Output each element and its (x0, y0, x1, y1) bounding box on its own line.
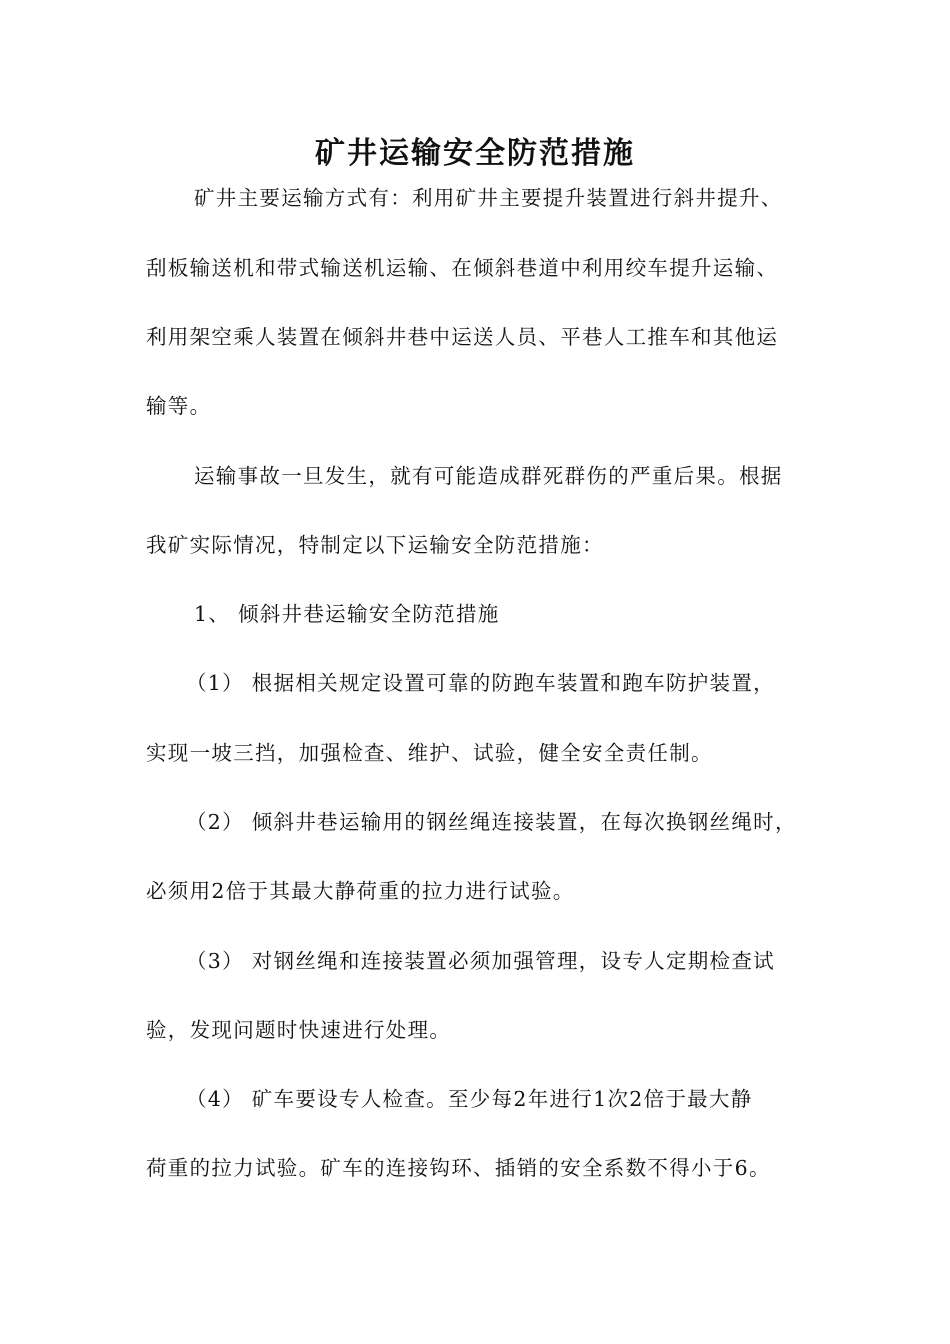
item-1-line-2: 实现一坡三挡，加强检查、维护、试验，健全安全责任制。 (146, 741, 713, 765)
item-4-line-1: （4） 矿车要设专人检查。至少每2年进行1次2倍于最大静 (186, 1087, 753, 1111)
paragraph-line-4: 输等。 (146, 394, 212, 418)
document-title: 矿井运输安全防范措施 (315, 136, 635, 171)
item-4-line-2: 荷重的拉力试验。矿车的连接钩环、插销的安全系数不得小于6。 (146, 1156, 771, 1180)
paragraph-line-5: 运输事故一旦发生，就有可能造成群死群伤的严重后果。根据 (194, 464, 783, 488)
paragraph-line-3: 利用架空乘人装置在倾斜井巷中运送人员、平巷人工推车和其他运 (146, 325, 779, 349)
paragraph-line-1: 矿井主要运输方式有：利用矿井主要提升装置进行斜井提升、 (194, 186, 783, 210)
item-2-line-2: 必须用2倍于其最大静荷重的拉力进行试验。 (146, 879, 575, 903)
section-heading-1: 1、 倾斜井巷运输安全防范措施 (194, 602, 500, 626)
item-1-line-1: （1） 根据相关规定设置可靠的防跑车装置和跑车防护装置， (186, 671, 775, 695)
item-3-line-1: （3） 对钢丝绳和连接装置必须加强管理，设专人定期检查试 (186, 949, 775, 973)
item-2-line-1: （2） 倾斜井巷运输用的钢丝绳连接装置，在每次换钢丝绳时， (186, 810, 797, 834)
paragraph-line-6: 我矿实际情况，特制定以下运输安全防范措施： (146, 533, 604, 557)
paragraph-line-2: 刮板输送机和带式输送机运输、在倾斜巷道中利用绞车提升运输、 (146, 256, 779, 280)
item-3-line-2: 验，发现问题时快速进行处理。 (146, 1018, 452, 1042)
